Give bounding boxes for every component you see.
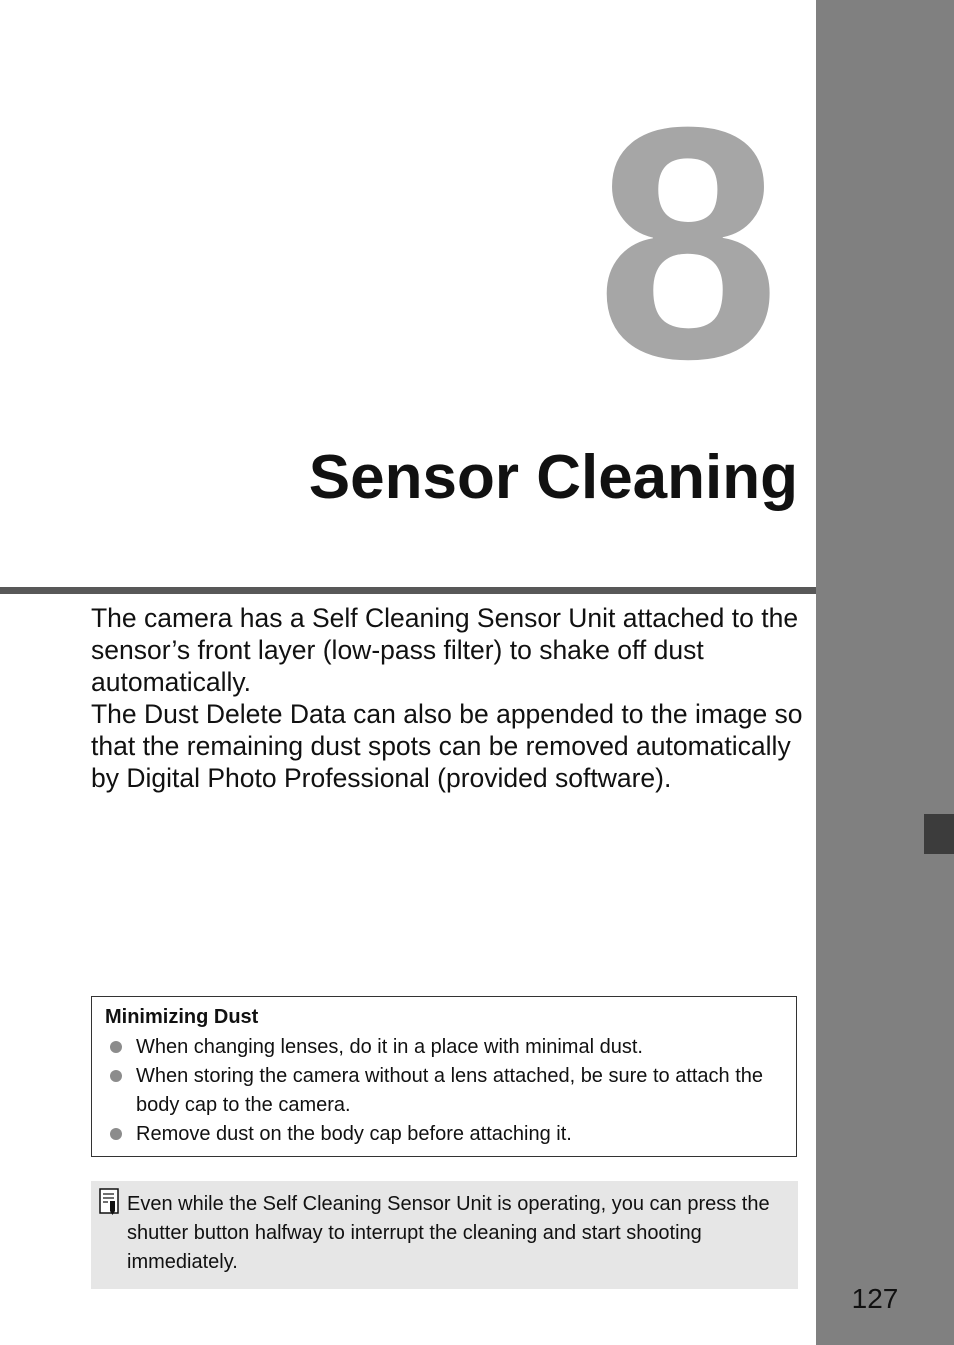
- list-item-text: When storing the camera without a lens attached, be sure to attach the body cap to the camera.: [136, 1065, 764, 1116]
- intro-text: [91, 602, 803, 794]
- dust-tips-list: [105, 1033, 784, 1149]
- bullet-icon: [110, 1070, 122, 1082]
- divider-rule: [0, 587, 816, 594]
- bullet-icon: [110, 1041, 122, 1053]
- page-number: 127: [851, 1283, 899, 1314]
- sidebar-band: [816, 0, 954, 1345]
- list-item: [105, 1120, 784, 1149]
- memo-pencil-icon: [99, 1188, 119, 1216]
- chapter-tab-marker: [924, 814, 954, 854]
- list-item-text: When changing lenses, do it in a place with minimal dust.: [136, 1036, 643, 1058]
- list-item: [105, 1062, 784, 1120]
- chapter-title: Sensor Cleaning: [308, 443, 798, 512]
- chapter-number: 8: [596, 58, 780, 427]
- dust-box-title: Minimizing Dust: [105, 1006, 259, 1028]
- note-box: [91, 1181, 798, 1289]
- list-item-text: Remove dust on the body cap before attaching it.: [136, 1123, 572, 1145]
- intro-paragraph: The Dust Delete Data can also be appended to the image so that the remaining dust spots can be removed automatically by Digital Photo Professional (provided software).: [91, 699, 803, 793]
- note-text: Even while the Self Cleaning Sensor Unit is operating, you can press the shutter button halfway to interrupt the cleaning and start shooting immediately.: [127, 1193, 770, 1273]
- bullet-icon: [110, 1128, 122, 1140]
- list-item: [105, 1033, 784, 1062]
- intro-paragraph: The camera has a Self Cleaning Sensor Unit attached to the sensor’s front layer (low-pass filter) to shake off dust automatically.: [91, 603, 799, 697]
- minimizing-dust-box: [91, 996, 797, 1157]
